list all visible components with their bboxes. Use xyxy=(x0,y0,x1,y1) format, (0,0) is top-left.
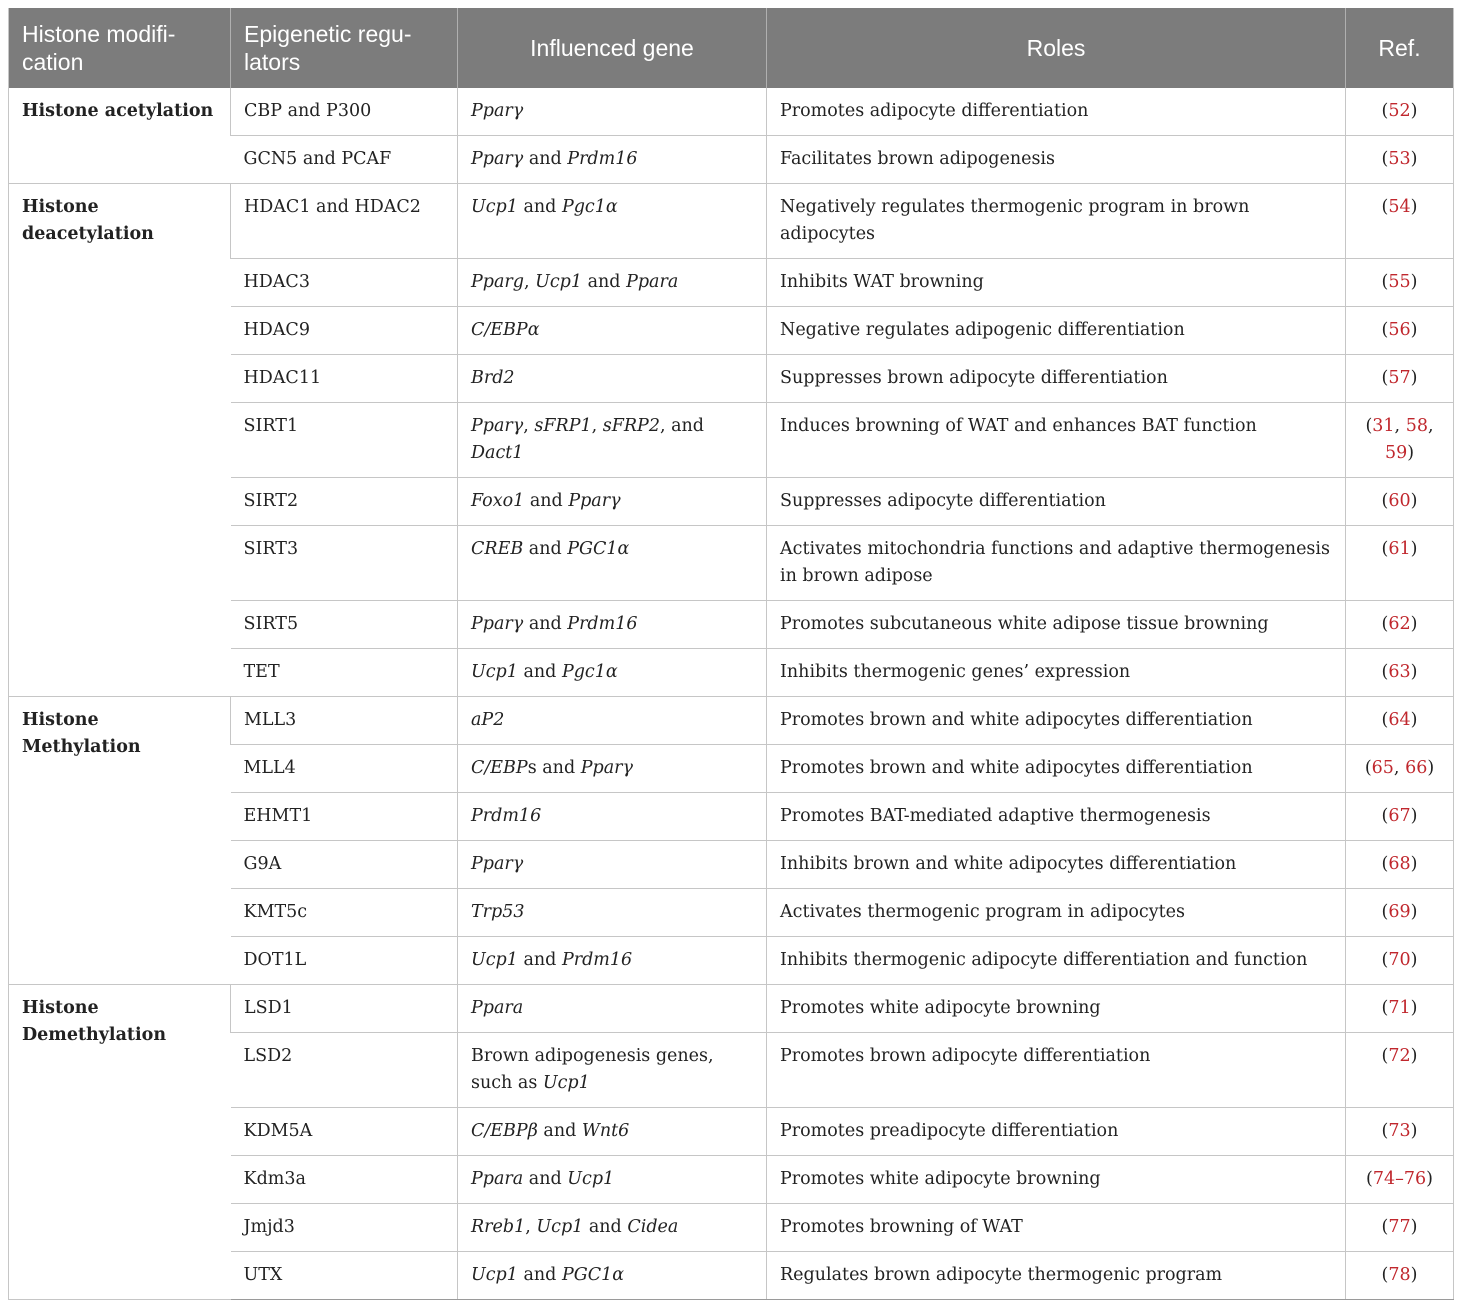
regulator-cell: SIRT3 xyxy=(231,526,458,601)
ref-cell: (69) xyxy=(1346,889,1454,937)
gene-text: s and xyxy=(527,758,581,778)
influenced-gene-cell xyxy=(458,601,767,649)
regulator-cell: DOT1L xyxy=(231,937,458,985)
gene-name: C/EBP xyxy=(471,758,528,778)
gene-text: , xyxy=(591,416,603,436)
role-cell: Induces browning of WAT and enhances BAT function xyxy=(767,403,1346,478)
gene-name: Prdm16 xyxy=(561,950,633,970)
role-cell: Promotes adipocyte differentiation xyxy=(767,88,1346,136)
regulator-cell: UTX xyxy=(231,1252,458,1300)
gene-name: Ucp1 xyxy=(542,1073,590,1093)
gene-name: Cidea xyxy=(627,1217,679,1237)
regulator-cell: Jmjd3 xyxy=(231,1204,458,1252)
regulator-cell: LSD2 xyxy=(231,1033,458,1108)
gene-name: Pparγ xyxy=(471,149,524,169)
gene-name: Foxo1 xyxy=(471,491,525,511)
table-row xyxy=(9,184,1454,259)
regulator-cell: HDAC11 xyxy=(231,355,458,403)
regulator-cell: HDAC3 xyxy=(231,259,458,307)
gene-text: and xyxy=(523,614,568,634)
table-header xyxy=(9,8,1454,88)
reference-link[interactable]: 31 xyxy=(1372,416,1395,436)
gene-name: Ucp1 xyxy=(471,197,518,217)
ref-cell: (77) xyxy=(1346,1204,1454,1252)
ref-cell: (70) xyxy=(1346,937,1454,985)
gene-name: Pparγ xyxy=(471,614,524,634)
regulator-cell: GCN5 and PCAF xyxy=(231,136,458,184)
role-cell: Promotes white adipocyte browning xyxy=(767,985,1346,1033)
regulator-cell: CBP and P300 xyxy=(231,88,458,136)
role-cell: Promotes brown and white adipocytes differentiation xyxy=(767,697,1346,745)
role-cell: Activates mitochondria functions and adaptive thermogenesis in brown adipose xyxy=(767,526,1346,601)
regulator-cell: KMT5c xyxy=(231,889,458,937)
regulator-cell: TET xyxy=(231,649,458,697)
gene-text: and xyxy=(517,662,562,682)
gene-name: sFRP2 xyxy=(602,416,660,436)
ref-cell: (52) xyxy=(1346,88,1454,136)
gene-text: and xyxy=(523,539,568,559)
gene-name: Prdm16 xyxy=(567,149,638,169)
ref-cell: (67) xyxy=(1346,793,1454,841)
reference-link[interactable]: 59 xyxy=(1384,443,1408,463)
influenced-gene-cell xyxy=(458,526,767,601)
gene-name: Prdm16 xyxy=(471,806,542,826)
ref-cell: (63) xyxy=(1346,649,1454,697)
gene-text: and xyxy=(517,1265,562,1285)
gene-text: , xyxy=(523,272,536,292)
ref-cell: (72) xyxy=(1346,1033,1454,1108)
influenced-gene-cell xyxy=(458,259,767,307)
gene-text: and xyxy=(582,272,627,292)
gene-name: Pgc1α xyxy=(561,662,618,682)
gene-name: Dact1 xyxy=(471,443,524,463)
header-histone-modification: Histone modifi-cation xyxy=(9,8,231,88)
regulator-cell: MLL3 xyxy=(231,697,458,745)
reference-link[interactable]: 64 xyxy=(1388,710,1411,730)
role-cell: Promotes brown and white adipocytes differentiation xyxy=(767,745,1346,793)
influenced-gene-cell xyxy=(458,307,767,355)
reference-link[interactable]: 52 xyxy=(1388,101,1411,121)
regulator-cell: MLL4 xyxy=(231,745,458,793)
regulator-cell: SIRT1 xyxy=(231,403,458,478)
gene-name: Ucp1 xyxy=(536,1217,584,1237)
regulator-cell: EHMT1 xyxy=(231,793,458,841)
regulator-cell: KDM5A xyxy=(231,1108,458,1156)
gene-name: C/EBPβ xyxy=(471,1121,538,1141)
influenced-gene-cell xyxy=(458,1204,767,1252)
gene-name: Pparγ xyxy=(580,758,633,778)
gene-name: Wnt6 xyxy=(581,1121,630,1141)
gene-name: C/EBPα xyxy=(471,320,540,340)
influenced-gene-cell xyxy=(458,1252,767,1300)
influenced-gene-cell xyxy=(458,403,767,478)
gene-name: Pparγ xyxy=(471,101,524,121)
reference-link[interactable]: 56 xyxy=(1388,320,1411,340)
reference-link[interactable]: 60 xyxy=(1388,491,1411,511)
reference-link[interactable]: 66 xyxy=(1405,758,1428,778)
header-row xyxy=(9,8,1454,88)
role-cell: Regulates brown adipocyte thermogenic program xyxy=(767,1252,1346,1300)
gene-name: Pparγ xyxy=(471,854,524,874)
gene-name: Ppara xyxy=(471,998,524,1018)
gene-name: Prdm16 xyxy=(567,614,638,634)
role-cell: Inhibits thermogenic adipocyte differentiation and function xyxy=(767,937,1346,985)
reference-link[interactable]: 72 xyxy=(1388,1046,1411,1066)
header-roles: Roles xyxy=(767,8,1346,88)
influenced-gene-cell xyxy=(458,478,767,526)
gene-name: Rreb1 xyxy=(471,1217,526,1237)
reference-link[interactable]: 61 xyxy=(1388,539,1411,559)
ref-cell: (60) xyxy=(1346,478,1454,526)
histone-modification-cell: Histone Methylation xyxy=(9,697,231,985)
reference-link[interactable]: 57 xyxy=(1388,368,1411,388)
role-cell: Promotes BAT-mediated adaptive thermogenesis xyxy=(767,793,1346,841)
gene-text: and xyxy=(517,950,562,970)
gene-text: and xyxy=(517,197,562,217)
gene-name: PGC1α xyxy=(567,539,630,559)
ref-cell: (57) xyxy=(1346,355,1454,403)
influenced-gene-cell xyxy=(458,697,767,745)
table-row xyxy=(9,88,1454,136)
reference-link[interactable]: 62 xyxy=(1388,614,1411,634)
table-row xyxy=(9,985,1454,1033)
role-cell: Negative regulates adipogenic differentiation xyxy=(767,307,1346,355)
influenced-gene-cell xyxy=(458,1156,767,1204)
table-row xyxy=(9,697,1454,745)
gene-text: and xyxy=(523,1169,568,1189)
gene-name: Ppara xyxy=(471,1169,524,1189)
role-cell: Promotes white adipocyte browning xyxy=(767,1156,1346,1204)
histone-modification-cell: Histone deacetylation xyxy=(9,184,231,697)
gene-text: Brown adipogenesis genes, such as xyxy=(471,1046,714,1093)
regulator-cell: SIRT2 xyxy=(231,478,458,526)
gene-text: and xyxy=(523,149,568,169)
influenced-gene-cell xyxy=(458,985,767,1033)
histone-modification-cell: Histone Demethylation xyxy=(9,985,231,1300)
reference-link[interactable]: 77 xyxy=(1388,1217,1411,1237)
influenced-gene-cell xyxy=(458,136,767,184)
ref-cell: (73) xyxy=(1346,1108,1454,1156)
influenced-gene-cell xyxy=(458,745,767,793)
gene-name: Brd2 xyxy=(471,368,515,388)
gene-name: sFRP1 xyxy=(534,416,592,436)
role-cell: Promotes browning of WAT xyxy=(767,1204,1346,1252)
regulator-cell: HDAC9 xyxy=(231,307,458,355)
gene-name: aP2 xyxy=(471,710,505,730)
role-cell: Activates thermogenic program in adipocytes xyxy=(767,889,1346,937)
influenced-gene-cell xyxy=(458,649,767,697)
reference-link[interactable]: 58 xyxy=(1405,416,1428,436)
influenced-gene-cell xyxy=(458,889,767,937)
gene-text: and xyxy=(583,1217,628,1237)
gene-name: Ucp1 xyxy=(471,662,518,682)
gene-text: , xyxy=(523,416,535,436)
role-cell: Promotes subcutaneous white adipose tissue browning xyxy=(767,601,1346,649)
gene-name: Ucp1 xyxy=(471,1265,518,1285)
reference-link[interactable]: 73 xyxy=(1388,1121,1411,1141)
gene-name: Pgc1α xyxy=(561,197,618,217)
role-cell: Promotes brown adipocyte differentiation xyxy=(767,1033,1346,1108)
regulator-cell: LSD1 xyxy=(231,985,458,1033)
reference-link[interactable]: 55 xyxy=(1388,272,1411,292)
gene-name: Ucp1 xyxy=(471,950,518,970)
role-cell: Inhibits brown and white adipocytes differentiation xyxy=(767,841,1346,889)
ref-cell: (54) xyxy=(1346,184,1454,259)
ref-cell: (71) xyxy=(1346,985,1454,1033)
gene-name: PGC1α xyxy=(561,1265,625,1285)
regulator-cell: Kdm3a xyxy=(231,1156,458,1204)
reference-link[interactable]: 78 xyxy=(1388,1265,1411,1285)
gene-text: , xyxy=(525,1217,537,1237)
reference-link[interactable]: 68 xyxy=(1388,854,1411,874)
influenced-gene-cell xyxy=(458,88,767,136)
gene-name: Ucp1 xyxy=(535,272,583,292)
reference-link[interactable]: 67 xyxy=(1388,806,1411,826)
header-influenced-gene: Influenced gene xyxy=(458,8,767,88)
role-cell: Inhibits WAT browning xyxy=(767,259,1346,307)
influenced-gene-cell xyxy=(458,1033,767,1108)
influenced-gene-cell xyxy=(458,793,767,841)
regulator-cell: G9A xyxy=(231,841,458,889)
histone-modification-cell: Histone acetylation xyxy=(9,88,231,184)
ref-cell: (31, 58, 59) xyxy=(1346,403,1454,478)
ref-cell: (62) xyxy=(1346,601,1454,649)
influenced-gene-cell xyxy=(458,937,767,985)
reference-link[interactable]: 70 xyxy=(1388,950,1411,970)
gene-name: CREB xyxy=(471,539,524,559)
table-body xyxy=(9,88,1454,1300)
influenced-gene-cell xyxy=(458,841,767,889)
header-epigenetic-regulators: Epigenetic regu-lators xyxy=(231,8,458,88)
gene-text: , and xyxy=(659,416,705,436)
regulator-cell: HDAC1 and HDAC2 xyxy=(231,184,458,259)
regulator-cell: SIRT5 xyxy=(231,601,458,649)
gene-name: Ppara xyxy=(626,272,679,292)
ref-cell: (64) xyxy=(1346,697,1454,745)
reference-link[interactable]: 65 xyxy=(1371,758,1394,778)
reference-link[interactable]: 54 xyxy=(1388,197,1411,217)
reference-link[interactable]: 74–76 xyxy=(1372,1169,1427,1189)
role-cell: Promotes preadipocyte differentiation xyxy=(767,1108,1346,1156)
role-cell: Inhibits thermogenic genes’ expression xyxy=(767,649,1346,697)
epigenetic-regulators-table xyxy=(8,8,1454,1300)
header-ref: Ref. xyxy=(1346,8,1454,88)
role-cell: Facilitates brown adipogenesis xyxy=(767,136,1346,184)
influenced-gene-cell xyxy=(458,184,767,259)
ref-cell: (65, 66) xyxy=(1346,745,1454,793)
ref-cell: (56) xyxy=(1346,307,1454,355)
gene-name: Trp53 xyxy=(471,902,525,922)
role-cell: Negatively regulates thermogenic program in brown adipocytes xyxy=(767,184,1346,259)
influenced-gene-cell xyxy=(458,1108,767,1156)
ref-cell: (55) xyxy=(1346,259,1454,307)
reference-link[interactable]: 63 xyxy=(1388,662,1411,682)
gene-name: Pparg xyxy=(471,272,524,292)
gene-text: and xyxy=(524,491,569,511)
influenced-gene-cell xyxy=(458,355,767,403)
ref-cell: (68) xyxy=(1346,841,1454,889)
role-cell: Suppresses adipocyte differentiation xyxy=(767,478,1346,526)
gene-name: Pparγ xyxy=(568,491,621,511)
gene-name: Ucp1 xyxy=(567,1169,615,1189)
ref-cell: (78) xyxy=(1346,1252,1454,1300)
reference-link[interactable]: 71 xyxy=(1388,998,1411,1018)
ref-cell: (74–76) xyxy=(1346,1156,1454,1204)
gene-name: Pparγ xyxy=(471,416,524,436)
ref-cell: (61) xyxy=(1346,526,1454,601)
gene-text: and xyxy=(537,1121,582,1141)
reference-link[interactable]: 69 xyxy=(1388,902,1411,922)
reference-link[interactable]: 53 xyxy=(1388,149,1411,169)
ref-cell: (53) xyxy=(1346,136,1454,184)
role-cell: Suppresses brown adipocyte differentiation xyxy=(767,355,1346,403)
